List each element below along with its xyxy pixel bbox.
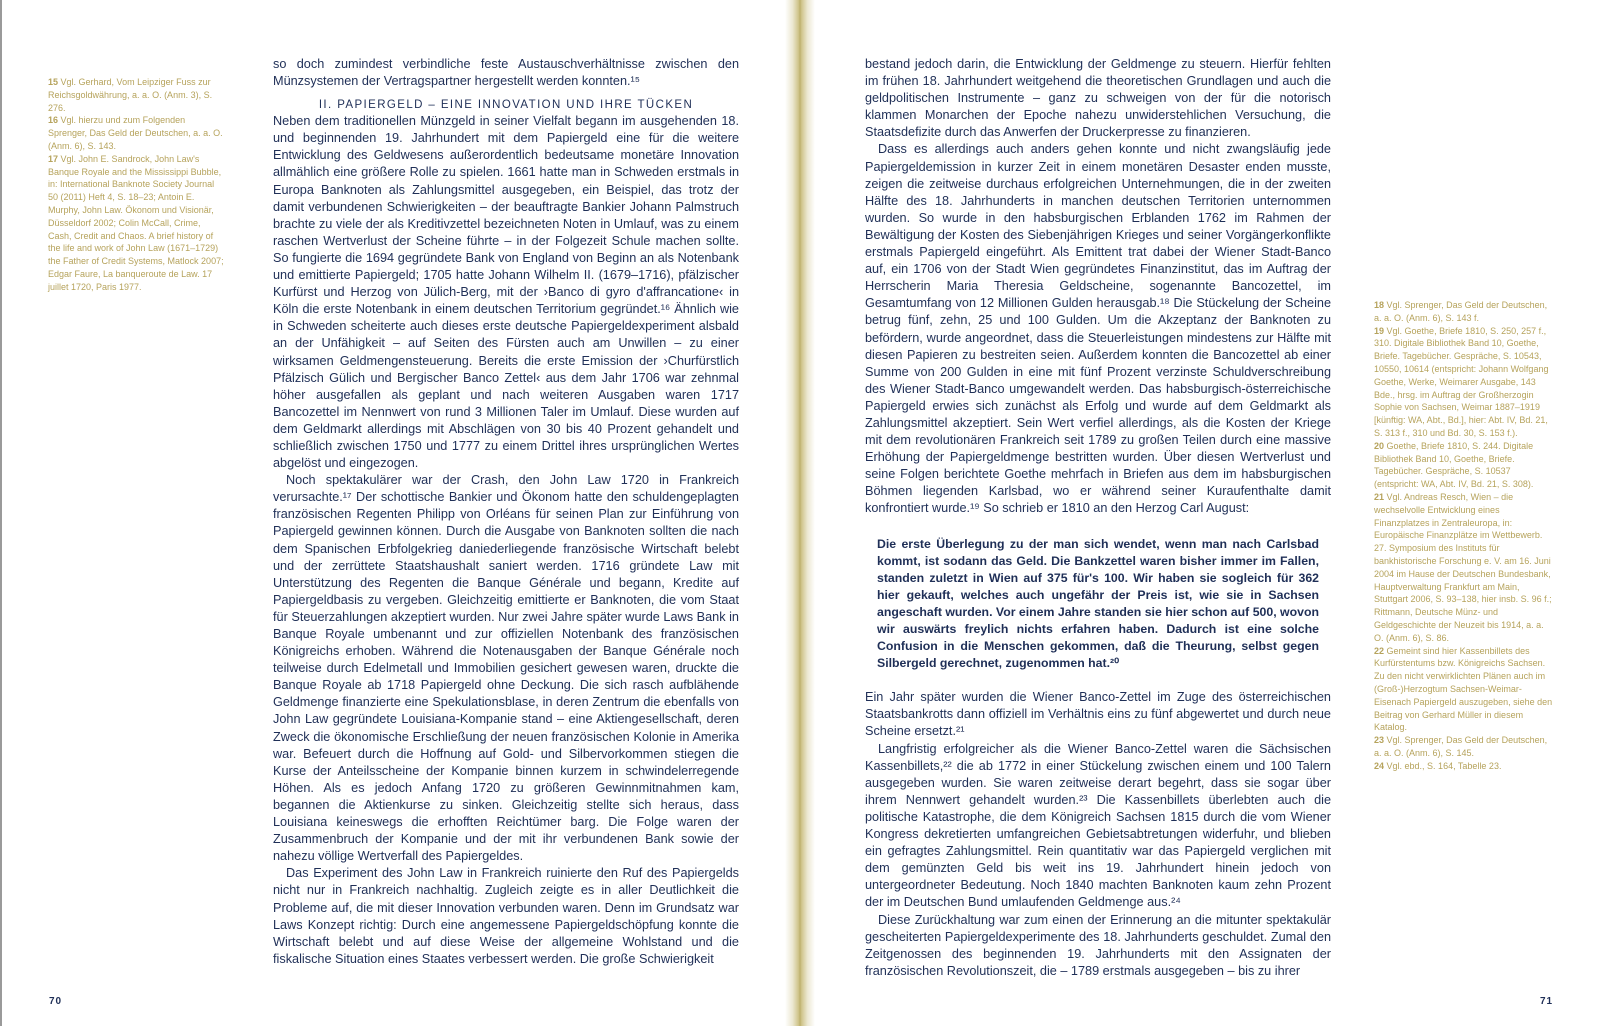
footnote: 15 Vgl. Gerhard, Vom Leipziger Fuss zur Reichsgoldwährung, a. a. O. (Anm. 3), S. 276.: [48, 77, 213, 113]
paragraph: Ein Jahr später wurden die Wiener Banco-Zettel im Zuge des österreichischen Staatsbankrotts dann offiziell im Verhältnis eins zu fünf abgewertet und durch neue Scheine ersetzt.²¹: [865, 690, 1331, 739]
paragraph: Das Experiment des John Law in Frankreich ruinierte den Ruf des Papiergelds nicht nur in Frankreich nachhaltig. Zugleich zeigte es in aller Deutlichkeit die Probleme auf, die mit dieser Innovation verbunden waren. Denn im Grundsatz war Laws Konzept richtig: Durch eine angemessene Papiergeldschöpfung konnte die Wirtschaft belebt und auf diese Weise der allgemeine Wohlstand und die fiskalische Situation eines Staates verbessert werden. Die große Schwierigkeit: [273, 866, 739, 966]
paragraph: so doch zumindest verbindliche feste Austauschverhältnisse zwischen den Münzsystemen der Vertragspartner hergestellt werden konnten.¹⁵: [273, 57, 739, 89]
footnote: 23 Vgl. Sprenger, Das Geld der Deutschen, a. a. O. (Anm. 6), S. 145.: [1374, 735, 1548, 758]
left-footnotes: [48, 76, 226, 294]
paragraph: Langfristig erfolgreicher als die Wiener Banco-Zettel waren die Sächsischen Kassenbillets,²² die ab 1772 in einer Stückelung zwischen einem und 100 Talern ausgegeben wurden. Sie waren zeitweise derart begehrt, dass sie sogar über ihrem Nennwert gehandelt wurden.²³ Die Kassenbillets überlebten auch die politische Katastrophe, die dem Königreich Sachsen 1815 durch die vom Wiener Kongress dekretierten umfangreichen Gebietsabtretungen widerfuhr, und blieben ein gefragtes Zahlungsmittel. Rein quantitativ war das Papiergeld verglichen mit dem gemünzten Geld bis weit ins 19. Jahrhundert hinein jedoch von untergeordneter Bedeutung. Noch 1840 machten Banknoten kaum zehn Prozent der im Deutschen Bund umlaufenden Geldmenge aus.²⁴: [865, 741, 1331, 910]
paragraph: Diese Zurückhaltung war zum einen der Erinnerung an die mitunter spektakulär gescheiterten Papiergeldexperimente des 18. Jahrhunderts geschuldet. Zumal den Zeitgenossen des beginnenden 19. Jahrhunderts mit den Assignaten der französischen Revolutionszeit, die – 1789 erstmals ausgegeben – bis zu ihrer: [865, 912, 1331, 978]
right-footnotes: [1374, 299, 1554, 772]
right-main-text: [865, 56, 1331, 980]
paragraph: Dass es allerdings auch anders gehen konnte und nicht zwangsläufig jede Papiergeldemission in kurzer Zeit in einem monetären Desaster enden musste, zeigen die zeitweise durchaus erfolgreichen Unternehmungen, die in der zweiten Hälfte des 18. Jahrhunderts in manchen deutschen Territorien unternommen wurden. So wurde in den habsburgischen Erblanden 1762 im Rahmen der Bewältigung der Kosten des Siebenjährigen Krieges und seiner Vorgängerkonflikte erstmals Papiergeld eingeführt. Als Emittent trat dabei der Wiener Stadt-Banco auf, ein 1706 von der Stadt Wien gegründetes Finanzinstitut, das im Auftrag der Herrscherin Maria Theresia Geldscheine, sogenannte Bancozettel, im Gesamtumfang von 12 Millionen Gulden herausgab.¹⁸ Die Stückelung der Scheine betrug fünf, zehn, 25 und 100 Gulden. Um die Akzeptanz der Banknoten zu befördern, wurde angeordnet, dass die Steuerleistungen mindestens zur Hälfte mit diesen Papieren zu bestreiten seien. Außerdem konnten die Bancozettel ab einer Summe von 200 Gulden in eine mit fünf Prozent verzinste Schuldverschreibung des Wiener Stadt-Banco umgewandelt werden. Das habsburgisch-österreichische Papiergeld erwies sich zunächst als Erfolg und wurde auf dem Geldmarkt als Zahlungsmittel akzeptiert. Sein Wert verfiel allerdings, als die Kosten der Kriege mit dem revolutionären Frankreich seit 1789 zu großen Teilen durch eine massive Erhöhung der Papiergeldmenge bestritten wurden. Über diesen Wertverlust und seine Folgen berichtete Goethe mehrfach in Briefen aus dem im habsburgischen Böhmen liegenden Karlsbad, wo er während seiner Kuraufenthalte damit konfrontiert wurde.¹⁹ So schrieb er 1810 an den Herzog Carl August:: [865, 142, 1331, 516]
paragraph: Neben dem traditionellen Münzgeld in seiner Vielfalt begann im ausgehenden 18. und beginnenden 19. Jahrhundert mit dem Papiergeld eine für die weitere Entwicklung des Geldwesens außerordentlich bedeutsame monetäre Innovation allmählich eine größere Rolle zu spielen. 1661 hatte man in Schweden erstmals in Europa Banknoten als Zahlungsmittel ausgegeben, ein Beispiel, das trotz der damit verbundenen Schwierigkeiten – der beauftragte Bankier Johann Palmstruch brachte zu viele der als Kreditivzettel bezeichneten Noten in Umlauf, was zu einem raschen Wertverlust der Scheine führte – in der Folgezeit Schule machen sollte. So fungierte die 1694 gegründete Bank von England von Beginn an als Notenbank und emittierte Papiergeld; 1705 hatte Johann Wilhelm II. (1679–1716), pfälzischer Kurfürst und Herzog von Jülich-Berg, mit der ›Banco di gyro d'affrancatione‹ in Köln die erste Notenbank in einem deutschen Territorium gegründet.¹⁶ Ähnlich wie in Schweden scheiterte auch dieses erste deutsche Papiergeldexperiment alsbald an der Unfähigkeit – auf Seiten des Fürsten auch am Unwillen – zu einer wirksamen Geldmengensteuerung. Bereits die erste Emission der ›Churfürstlich Pfälzisch Gülich und Bergischer Banco Zettel‹ aus dem Jahr 1706 war zehnmal höher ausgefallen als geplant und nach weiteren Ausgaben waren 1717 Bancozettel im Nennwert von rund 3 Millionen Taler im Umlauf. Diese wurden auf dem Geldmarkt allerdings mit Abschlägen von 30 bis 40 Prozent gehandelt und schließlich zwischen 1750 und 1777 zu einem Drittel ihres ursprünglichen Wertes abgelöst und eingezogen.: [273, 114, 739, 471]
book-gutter: [785, 0, 815, 1026]
paragraph: Noch spektakulärer war der Crash, den John Law 1720 in Frankreich verursachte.¹⁷ Der schottische Bankier und Ökonom hatte den schuldengeplagten französischen Regenten Philipp von Orléans für seinen Plan zur Einführung von Papiergeld gewinnen können. Durch die Ausgabe von Banknoten sollten die nach dem Spanischen Erbfolgekrieg daniederliegende französische Wirtschaft belebt und der zerrüttete Staatshaushalt saniert werden. 1716 gründete Law mit Unterstützung des Regenten die Banque Générale und begann, Kredite auf Papiergeldbasis zu vergeben. Gleichzeitig emittierte er Banknoten, die vom Staat für Steuerzahlungen akzeptiert wurden. Nur zwei Jahre später wurde Laws Bank in Banque Royale umbenannt und zur offiziellen Notenbank des französischen Königreichs erhoben. Während die Notenausgaben der Banque Générale noch teilweise durch Edelmetall und Immobilien gesichert gewesen waren, druckte die Banque Royale ab 1718 Papiergeld ohne Deckung. Die sich rasch aufblähende Geldmenge finanzierte eine Spekulationsblase, in deren Zentrum die ebenfalls von John Law gegründete Louisiana-Kompanie stand – eine Aktiengesellschaft, deren Zweck die ökonomische Erschließung der neuen französischen Kolonie in Amerika war. Befeuert durch die Hoffnung auf Gold- und Silbervorkommen stiegen die Kurse der Anteilsscheine der Kompanie binnen kurzem in schwindelerregende Höhen. Als es jedoch Anfang 1720 zu größeren Gewinnmitnahmen kam, begannen die Aktienkurse zu sinken. Gleichzeitig stellte sich heraus, dass Louisiana keineswegs die erhofften Reichtümer barg. Die Folge waren der Zusammenbruch der Kompanie und der mit ihr verbundenen Bank sowie der nahezu völlige Wertverfall des Papiergeldes.: [273, 473, 739, 864]
block-quote: Die erste Überlegung zu der man sich wendet, wenn man nach Carlsbad kommt, ist sodann das Geld. Die Bankzettel waren bisher immer im Fallen, standen zuletzt in Wien auf 375 für's 100. Wir haben sie sogleich für 362 hier gekauft, welches auch ungefähr der Preis ist, wie sie in Sachsen angeschaft wurden. Vor einem Jahre standen sie hier schon auf 500, wovon wir auswärts freylich nichts erfahren haben. Dadurch ist eine solche Confusion in die Menschen gekommen, daß die Theurung, selbst gegen Silbergeld gerechnet, zugenommen hat.²⁰: [877, 536, 1319, 671]
footnote: 20 Goethe, Briefe 1810, S. 244. Digitale Bibliothek Band 10, Goethe, Briefe. Tagebücher. Gespräche, S. 10537 (entspricht: WA, Abt. IV, Bd. 21, S. 308).: [1374, 440, 1534, 490]
footnote: 22 Gemeint sind hier Kassenbillets des Kurfürstentums bzw. Königreichs Sachsen. Zu den nicht verwirklichten Plänen auch im (Groß-)Herzogtum Sachsen-Weimar-Eisenach Papiergeld auszugeben, siehe den Beitrag von Gerhard Müller in diesem Katalog.: [1374, 645, 1553, 733]
footnote: 17 Vgl. John E. Sandrock, John Law's Banque Royale and the Mississippi Bubble, in: International Banknote Society Journal 50 (2011) Heft 4, S. 18–23; Antoin E. Murphy, John Law. Ökonom und Visionär, Düsseldorf 2002; Colin McCall, Crime, Cash, Credit and Chaos. A brief history of the life and work of John Law (1671–1729) the Father of Credit Systems, Matlock 2007; Edgar Faure, La banqueroute de Law. 17 juillet 1720, Paris 1977.: [48, 153, 224, 292]
paragraph: bestand jedoch darin, die Entwicklung der Geldmenge zu steuern. Hierfür fehlten im frühen 18. Jahrhundert weitgehend die theoretischen Grundlagen und auch die geldpolitischen Instrumente – ganz zu schweigen von der für die notorisch klammen Monarchen der Epoche nahezu unwiderstehlichen Versuchung, die Staatsdefizite durch das Anwerfen der Druckerpresse zu finanzieren.: [865, 57, 1331, 140]
footnote: 24 Vgl. ebd., S. 164, Tabelle 23.: [1374, 760, 1502, 771]
footnote: 19 Vgl. Goethe, Briefe 1810, S. 250, 257 f., 310. Digitale Bibliothek Band 10, Goethe, Briefe. Tagebücher. Gespräche, S. 10543, 10550, 10614 (entspricht: Johann Wolfgang Goethe, Werke, Weimarer Ausgabe, 143 Bde., hrsg. im Auftrag der Großherzogin Sophie von Sachsen, Weimar 1887–1919 [künftig: WA, Abt., Bd.], hier: Abt. IV, Bd. 21, S. 313 f., 310 und Bd. 30, S. 153 f.).: [1374, 325, 1549, 438]
section-heading: II. PAPIERGELD – EINE INNOVATION UND IHRE TÜCKEN: [318, 99, 694, 112]
left-main-text: [273, 56, 739, 968]
page-number-left: 70: [49, 996, 63, 1007]
footnote: 21 Vgl. Andreas Resch, Wien – die wechselvolle Entwicklung eines Finanzplatzes in Zentraleuropa, in: Europäische Finanzplätze im Wettbewerb. 27. Symposium des Instituts für bankhistorische Forschung e. V. am 16. Juni 2004 im Hause der Deutschen Bundesbank, Hauptverwaltung Frankfurt am Main, Stuttgart 2006, S. 93–138, hier insb. S. 96 f.; Rittmann, Deutsche Münz- und Geldgeschichte der Neuzeit bis 1914, a. a. O. (Anm. 6), S. 86.: [1374, 491, 1552, 643]
footnote: 16 Vgl. hierzu und zum Folgenden Sprenger, Das Geld der Deutschen, a. a. O. (Anm. 6), S. 143.: [48, 115, 223, 151]
footnote: 18 Vgl. Sprenger, Das Geld der Deutschen, a. a. O. (Anm. 6), S. 143 f.: [1374, 300, 1548, 323]
page-number-right: 71: [1540, 996, 1554, 1007]
